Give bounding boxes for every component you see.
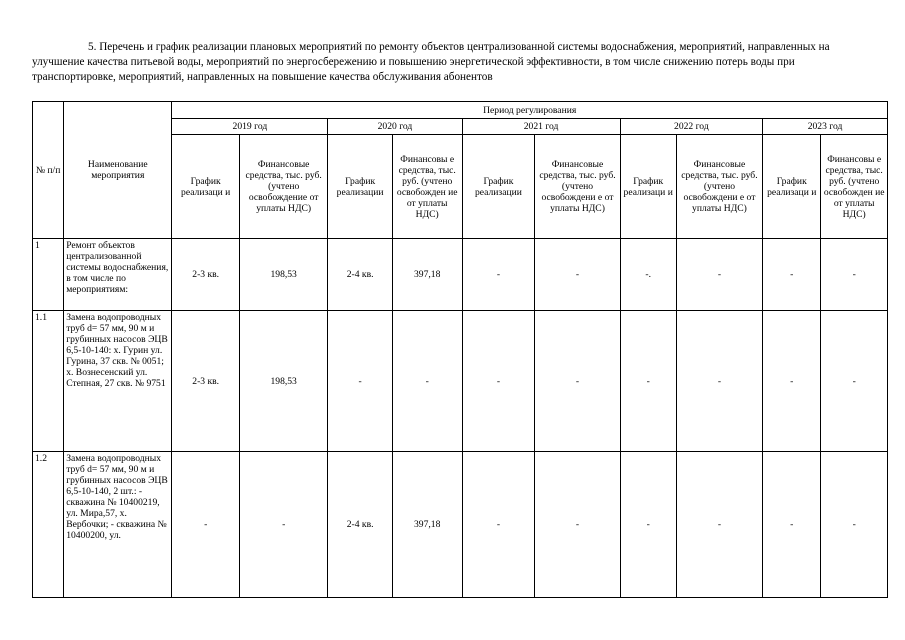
row-name: Замена водопроводных труб d= 57 мм, 90 м и грубинных насосов ЭЦВ 6,5-10-140: х. Гурин ул. Гурина, 37 скв. № 0051; х. Вознесенский ул. Степная, 27 скв. № 9751	[64, 311, 172, 452]
header-funds-2022: Финансовые средства, тыс. руб. (учтено освобождени е от уплаты НДС)	[676, 135, 762, 239]
cell-schedule-2023: -	[763, 239, 821, 311]
cell-schedule-2019: -	[172, 452, 240, 598]
cell-funds-2023: -	[821, 239, 888, 311]
row-num: 1.2	[33, 452, 64, 598]
cell-schedule-2022: -.	[620, 239, 676, 311]
cell-funds-2021: -	[535, 311, 620, 452]
header-schedule-2020: График реализации	[328, 135, 392, 239]
row-num: 1.1	[33, 311, 64, 452]
cell-schedule-2023: -	[763, 311, 821, 452]
table-row	[33, 452, 888, 598]
cell-funds-2019: -	[239, 452, 327, 598]
header-year-2021: 2021 год	[462, 119, 620, 135]
header-year-2023: 2023 год	[763, 119, 888, 135]
cell-schedule-2021: -	[462, 239, 535, 311]
cell-funds-2020: 397,18	[392, 239, 462, 311]
cell-funds-2020: -	[392, 311, 462, 452]
cell-schedule-2023: -	[763, 452, 821, 598]
cell-funds-2019: 198,53	[239, 311, 327, 452]
cell-schedule-2019: 2-3 кв.	[172, 239, 240, 311]
header-year-2019: 2019 год	[172, 119, 328, 135]
header-funds-2023: Финансовы е средства, тыс. руб. (учтено освобожден ие от уплаты НДС)	[821, 135, 888, 239]
header-schedule-2019: График реализаци и	[172, 135, 240, 239]
header-funds-2020: Финансовы е средства, тыс. руб. (учтено освобожден ие от уплаты НДС)	[392, 135, 462, 239]
header-year-2020: 2020 год	[328, 119, 462, 135]
header-name: Наименование мероприятия	[64, 102, 172, 239]
row-name: Ремонт объектов централизованной системы водоснабжения, в том числе по мероприятиям:	[64, 239, 172, 311]
header-num: № п/п	[33, 102, 64, 239]
cell-schedule-2021: -	[462, 452, 535, 598]
cell-funds-2023: -	[821, 311, 888, 452]
row-num: 1	[33, 239, 64, 311]
cell-schedule-2020: -	[328, 311, 392, 452]
cell-funds-2022: -	[676, 311, 762, 452]
header-period: Период регулирования	[172, 102, 888, 119]
header-schedule-2023: График реализаци и	[763, 135, 821, 239]
plan-table	[32, 101, 888, 598]
header-funds-2021: Финансовые средства, тыс. руб. (учтено освобождени е от уплаты НДС)	[535, 135, 620, 239]
cell-funds-2022: -	[676, 239, 762, 311]
cell-funds-2019: 198,53	[239, 239, 327, 311]
cell-schedule-2020: 2-4 кв.	[328, 452, 392, 598]
header-schedule-2022: График реализаци и	[620, 135, 676, 239]
header-year-2022: 2022 год	[620, 119, 762, 135]
cell-funds-2022: -	[676, 452, 762, 598]
cell-funds-2023: -	[821, 452, 888, 598]
header-schedule-2021: График реализации	[462, 135, 535, 239]
cell-funds-2020: 397,18	[392, 452, 462, 598]
section-heading: 5. Перечень и график реализации плановых мероприятий по ремонту объектов централизованной системы водоснабжения, мероприятий, направленных на улучшение качества питьевой воды, мероприятий по энергосбережению и повышению энергетической эффективности, в том числе снижению потерь воды при транспортировке, мероприятий, направленных на повышение качества обслуживания абонентов	[32, 41, 830, 83]
cell-schedule-2022: -	[620, 452, 676, 598]
table-row	[33, 311, 888, 452]
table-row	[33, 239, 888, 311]
cell-schedule-2022: -	[620, 311, 676, 452]
row-name: Замена водопроводных труб d= 57 мм, 90 м и грубинных насосов ЭЦВ 6,5-10-140, 2 шт.: - скважина № 10400219, ул. Мира,57, х. Вербочки; - скважина № 10400200, ул.	[64, 452, 172, 598]
header-funds-2019: Финансовые средства, тыс. руб. (учтено освобождение от уплаты НДС)	[239, 135, 327, 239]
cell-funds-2021: -	[535, 239, 620, 311]
cell-schedule-2021: -	[462, 311, 535, 452]
cell-schedule-2019: 2-3 кв.	[172, 311, 240, 452]
cell-schedule-2020: 2-4 кв.	[328, 239, 392, 311]
cell-funds-2021: -	[535, 452, 620, 598]
